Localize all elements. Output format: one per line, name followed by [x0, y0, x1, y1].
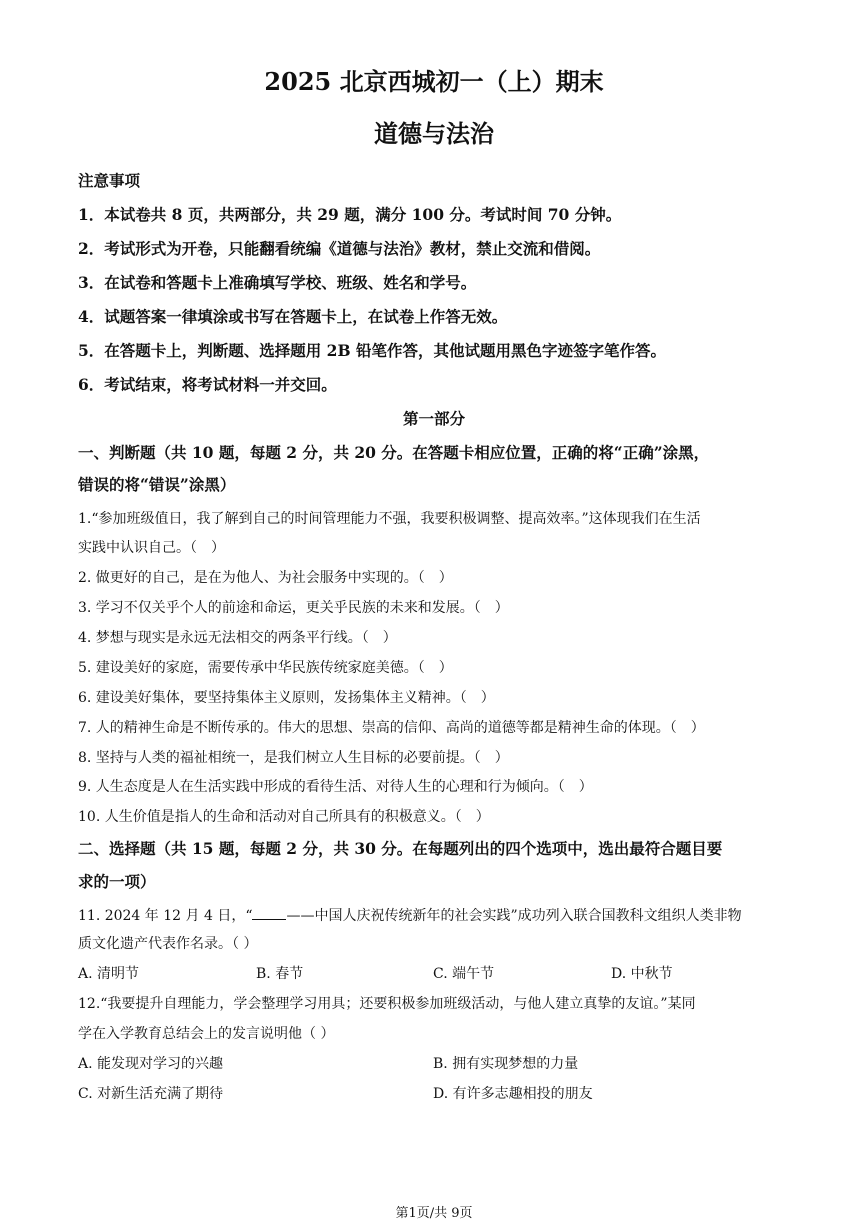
question-12: 12.“我要提升自理能力，学会整理学习用具；还要积极参加班级活动，与他人建立真挚的友谊。”某同 [78, 996, 696, 1012]
option-a: A. 能发现对学习的兴趣 [78, 1056, 224, 1072]
option-a: A. 清明节 [78, 966, 140, 982]
question-11-cont: 质文化遗产代表作名录。（ ） [78, 936, 258, 952]
note-item: 6．考试结束，将考试材料一并交回。 [78, 375, 337, 394]
question-7: 7. 人的精神生命是不断传承的。伟大的思想、崇高的信仰、高尚的道德等都是精神生命的体现。（ ） [78, 720, 705, 736]
question-5: 5. 建设美好的家庭，需要传承中华民族传统家庭美德。（ ） [78, 660, 453, 676]
option-b: B. 春节 [256, 966, 304, 982]
question-4: 4. 梦想与现实是永远无法相交的两条平行线。（ ） [78, 630, 397, 646]
question-11-prefix: 11. 2024 年 12 月 4 日，“ [78, 908, 253, 924]
part-heading: 第一部分 [402, 409, 465, 428]
question-10: 10. 人生价值是指人的生命和活动对自己所具有的积极意义。（ ） [78, 809, 490, 825]
note-item: 5．在答题卡上，判断题、选择题用 2B 铅笔作答，其他试题用黑色字迹签字笔作答。 [78, 341, 666, 360]
note-item: 1．本试卷共 8 页，共两部分，共 29 题，满分 100 分。考试时间 70 分钟。 [78, 205, 622, 224]
question-1: 1.“参加班级值日，我了解到自己的时间管理能力不强，我要积极调整、提高效率。”这体现我们在生活 [78, 511, 701, 527]
exam-title: 2025 北京西城初一（上）期末 [264, 67, 604, 96]
option-d: D. 有许多志趣相投的朋友 [433, 1086, 593, 1102]
note-item: 2．考试形式为开卷，只能翻看统编《道德与法治》教材，禁止交流和借阅。 [78, 239, 601, 258]
note-item: 3．在试卷和答题卡上准确填写学校、班级、姓名和学号。 [78, 273, 477, 292]
question-6: 6. 建设美好集体，要坚持集体主义原则，发扬集体主义精神。（ ） [78, 690, 495, 706]
section2-heading: 二、选择题（共 15 题，每题 2 分，共 30 分。在每题列出的四个选项中，选出最符合题目要 [78, 839, 723, 858]
question-3: 3. 学习不仅关乎个人的前途和命运，更关乎民族的未来和发展。（ ） [78, 600, 509, 616]
question-1-cont: 实践中认识自己。（ ） [78, 540, 225, 556]
question-2: 2. 做更好的自己，是在为他人、为社会服务中实现的。（ ） [78, 570, 453, 586]
option-b: B. 拥有实现梦想的力量 [433, 1056, 579, 1072]
page-number: 第1页/共 9页 [395, 1206, 473, 1221]
answer-blank [252, 905, 286, 920]
note-item: 4．试题答案一律填涂或书写在答题卡上，在试卷上作答无效。 [78, 307, 508, 326]
question-8: 8. 坚持与人类的福祉相统一，是我们树立人生目标的必要前提。（ ） [78, 750, 509, 766]
section1-heading: 一、判断题（共 10 题，每题 2 分，共 20 分。在答题卡相应位置，正确的将“正确”涂黑， [78, 443, 710, 462]
option-c: C. 端午节 [433, 966, 495, 982]
option-c: C. 对新生活充满了期待 [78, 1086, 224, 1102]
exam-subject: 道德与法治 [374, 119, 494, 148]
question-9: 9. 人生态度是人在生活实践中形成的看待生活、对待人生的心理和行为倾向。（ ） [78, 779, 593, 795]
notes-heading: 注意事项 [78, 171, 141, 190]
option-d: D. 中秋节 [611, 966, 673, 982]
section2-heading-cont: 求的一项） [78, 872, 156, 891]
question-11-suffix: ——中国人庆祝传统新年的社会实践”成功列入联合国教科文组织人类非物 [286, 908, 742, 924]
question-12-cont: 学在入学教育总结会上的发言说明他（ ） [78, 1026, 335, 1042]
question-11 [78, 905, 790, 926]
section1-heading-cont: 错误的将“错误”涂黑） [78, 475, 236, 494]
